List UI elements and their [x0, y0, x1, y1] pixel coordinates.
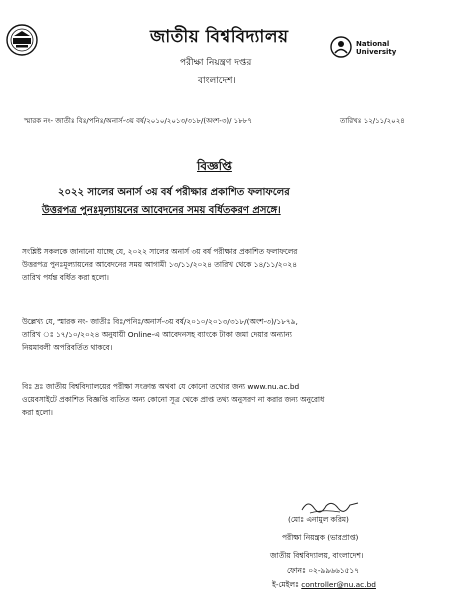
paragraph-line: ওয়েবসাইটে প্রকাশিত বিজ্ঞপ্তি ব্যতিত অন্য কোনো সূত্র থেকে প্রাপ্ত তথ্য অনুসরণ না করার জন্য অনুরোধ — [22, 395, 325, 404]
university-seal-icon — [6, 24, 38, 56]
paragraph-line: উত্তরপত্র পুনঃমূল্যায়নের আবেদনের সময় আগামী ১৩/১১/২০২৪ তারিখ থেকে ১৪/১১/২০২৪ — [22, 260, 298, 269]
paragraph-line: উল্লেখ্য যে, স্মারক নং- জাতীঃ বিঃ/পনিঃ/অনার্স-৩য় বর্ষ/২০১০/২০১৩/৩১৮/(অংশ-৩)/১৮৭৯, — [22, 317, 298, 326]
paragraph-note — [22, 315, 298, 354]
email-label: ই-মেইলঃ — [272, 580, 299, 589]
paragraph-line: নিয়মাবলী অপরিবর্তিত থাকবে। — [22, 343, 113, 352]
country-name: বাংলাদেশ। — [198, 76, 236, 86]
signatory-phone: ফোনঃ ০২-৯৯৬৬১৫১৭ — [287, 566, 359, 575]
notice-heading-line-2: উত্তরপত্র পুনঃমূল্যায়নের আবেদনের সময় বর্ধিতকরণ প্রসঙ্গে। — [42, 205, 281, 216]
paragraph-announcement — [22, 245, 297, 284]
paragraph-nb — [22, 380, 324, 419]
paragraph-line: করা হলো। — [22, 408, 53, 417]
brand-line-2: University — [356, 48, 397, 56]
notice-title: বিজ্ঞপ্তি — [197, 159, 232, 173]
memo-reference: স্মারক নং- জাতীঃ বিঃ/পনিঃ/অনার্স-৩য় বর্ষ/২০১০/২০১৩/৩১৮/(অংশ-৩)/ ১৮৮৭ — [24, 117, 252, 125]
email-link[interactable]: controller@nu.ac.bd — [301, 580, 376, 589]
signatory-designation: পরীক্ষা নিয়ন্ত্রক (ভারপ্রাপ্ত) — [282, 533, 359, 542]
signatory-email-line — [272, 580, 376, 592]
signatory-name: (মোঃ এনামুল করিম) — [288, 515, 349, 524]
paragraph-line: সংশ্লিষ্ট সকলকে জানানো যাচ্ছে যে, ২০২২ সালের অনার্স ৩য় বর্ষ পরীক্ষার প্রকাশিত ফলাফলের — [22, 247, 298, 256]
university-name: জাতীয় বিশ্ববিদ্যালয় — [150, 27, 289, 47]
brand-text — [356, 40, 396, 56]
signatory-organization: জাতীয় বিশ্ববিদ্যালয়, বাংলাদেশ। — [270, 551, 364, 560]
notice-heading-line-1: ২০২২ সালের অনার্স ৩য় বর্ষ পরীক্ষার প্রকাশিত ফলাফলের — [58, 187, 290, 198]
paragraph-line: তারিখ ঃ ১৭/১০/২০২৪ অনুযায়ী Online-এ আবেদনসহ ব্যাংকে টাকা জমা দেয়ার অন্যান্য — [22, 330, 292, 339]
paragraph-line: বিঃ দ্রঃ জাতীয় বিশ্ববিদ্যালয়ের পরীক্ষা সংক্রান্ত অথবা যে কোনো তথ্যের জন্য www.nu.ac.bd — [22, 382, 300, 391]
memo-date: তারিখঃ ১২/১১/২০২৪ — [340, 117, 405, 125]
office-name: পরীক্ষা নিয়ন্ত্রণ দপ্তর — [180, 58, 252, 68]
brand-line-1: National — [356, 40, 390, 48]
nu-emblem-icon — [330, 36, 352, 58]
paragraph-line: তারিখ পর্যন্ত বর্ধিত করা হলো। — [22, 273, 109, 282]
